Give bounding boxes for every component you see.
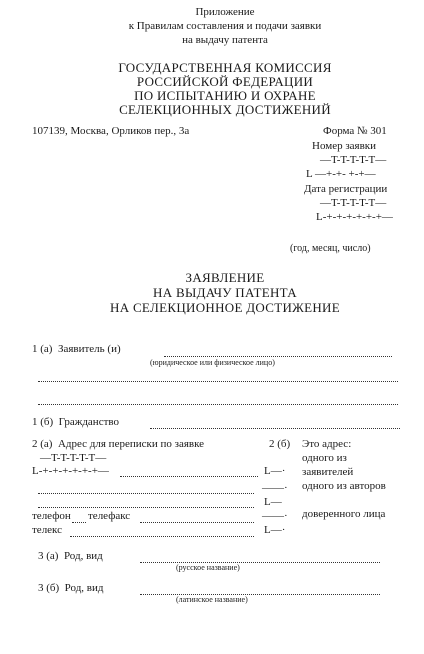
field-2a-grid-top[interactable]: —T-T-T-T-T— — [40, 452, 107, 464]
phone-label: телефон — [32, 510, 71, 522]
corner-mark-3: L— — [264, 496, 282, 508]
field-1a-line-3[interactable] — [38, 404, 398, 405]
fax-input[interactable] — [140, 522, 254, 523]
field-1a-line-2[interactable] — [38, 381, 398, 382]
field-2a-line-2[interactable] — [38, 493, 254, 494]
field-1b-label: 1 (б) Гражданство — [32, 416, 119, 428]
telex-label: телекс — [32, 524, 63, 536]
reg-date-label: Дата регистрации — [304, 183, 388, 195]
field-2a-label: 2 (а) Адрес для переписки по заявке — [32, 438, 205, 450]
field-2b-option-author[interactable]: одного из авторов — [302, 480, 386, 492]
appendix-title: Приложение — [195, 6, 255, 18]
field-1b-input[interactable] — [150, 428, 400, 429]
commission-line-4: СЕЛЕКЦИОННЫХ ДОСТИЖЕНИЙ — [119, 102, 331, 117]
field-2a-grid-bottom[interactable]: L-+-+-+-+-+-+— — [32, 465, 109, 477]
address: 107139, Москва, Орликов пер., 3а — [32, 125, 190, 137]
field-2b-option-applicant-2[interactable]: заявителей — [302, 466, 354, 478]
doc-title-2: НА ВЫДАЧУ ПАТЕНТА — [153, 285, 297, 300]
corner-mark-1: L—· — [264, 465, 286, 477]
corner-mark-5: L—· — [264, 524, 286, 536]
form-number: Форма № 301 — [323, 125, 387, 137]
field-2b-number: 2 (б) — [269, 438, 291, 450]
reg-date-grid-top[interactable]: —T-T-T-T-T— — [320, 197, 387, 209]
field-1a-hint: (юридическое или физическое лицо) — [150, 358, 275, 367]
appendix-subtitle-2: на выдачу патента — [182, 34, 268, 46]
commission-line-1: ГОСУДАРСТВЕННАЯ КОМИССИЯ — [118, 60, 332, 75]
field-2b-option-agent[interactable]: доверенного лица — [302, 508, 386, 520]
field-2a-line-3[interactable] — [38, 507, 254, 508]
field-1a-label: 1 (а) Заявитель (и) — [32, 343, 121, 355]
reg-date-grid-bottom[interactable]: L-+-+-+-+-+-+— — [316, 211, 393, 223]
field-2a-line-1[interactable] — [120, 476, 258, 477]
phone-input[interactable] — [72, 522, 86, 523]
field-3b-label: 3 (б) Род, вид — [38, 582, 104, 594]
doc-title-3: НА СЕЛЕКЦИОННОЕ ДОСТИЖЕНИЕ — [110, 300, 340, 315]
commission-line-3: ПО ИСПЫТАНИЮ И ОХРАНЕ — [134, 88, 316, 103]
appendix-subtitle: к Правилам составления и подачи заявки — [128, 20, 322, 32]
doc-title-1: ЗАЯВЛЕНИЕ — [185, 270, 265, 285]
field-1a-input[interactable] — [164, 356, 392, 357]
field-3b-hint: (латинское название) — [176, 595, 248, 604]
telex-input[interactable] — [70, 536, 254, 537]
corner-mark-2: ——· — [262, 482, 288, 494]
date-format-hint: (год, месяц, число) — [290, 243, 371, 254]
corner-mark-4: ——· — [262, 510, 288, 522]
fax-label: телефакс — [88, 510, 131, 522]
commission-line-2: РОССИЙСКОЙ ФЕДЕРАЦИИ — [136, 74, 314, 89]
app-number-grid-bottom[interactable]: L —+-+- +-+— — [306, 168, 376, 180]
app-number-grid-top[interactable]: —T-T-T-T-T— — [320, 154, 387, 166]
field-3a-label: 3 (а) Род, вид — [38, 550, 103, 562]
field-3a-hint: (русское название) — [176, 563, 240, 572]
app-number-label: Номер заявки — [312, 140, 377, 152]
field-2b-option-applicant-1[interactable]: одного из — [302, 452, 347, 464]
field-2b-title: Это адрес: — [302, 438, 352, 450]
